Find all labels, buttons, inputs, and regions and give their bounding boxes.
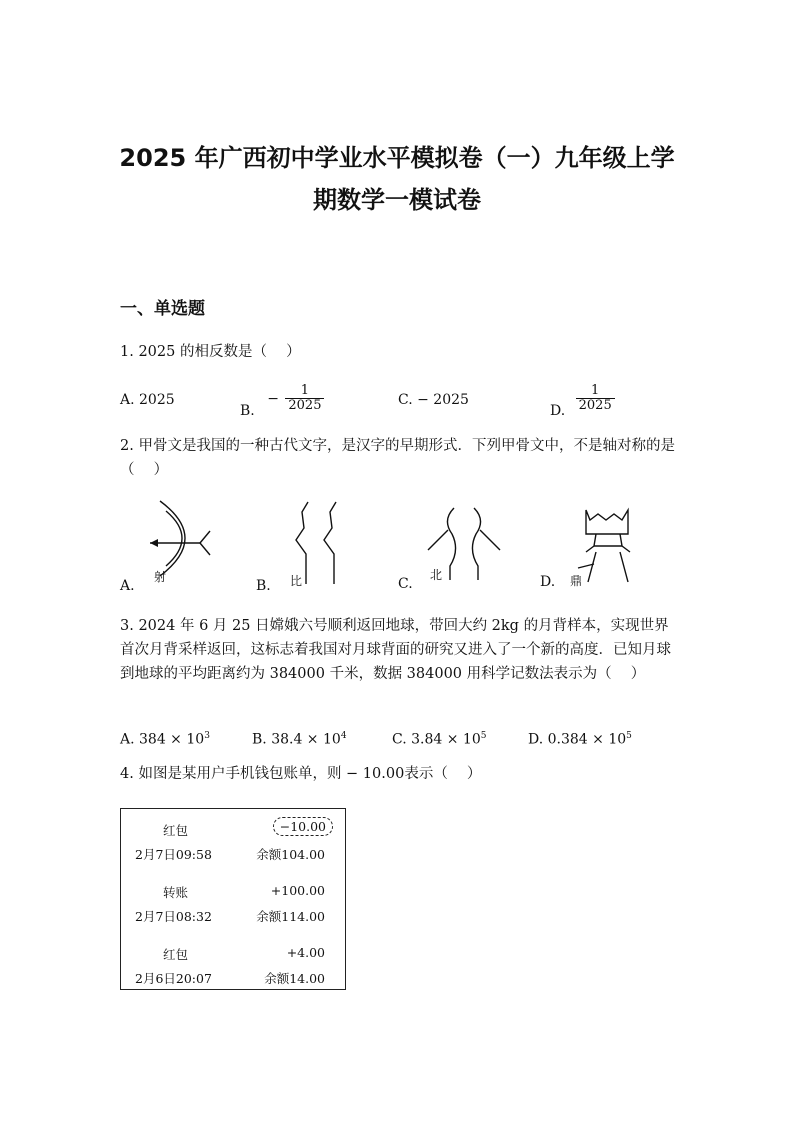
q2-option-b: B. <box>256 578 271 594</box>
q3-option-d <box>528 726 632 750</box>
bill-row-2-balance: 余额114.00 <box>256 909 325 924</box>
q1-option-b-sign: − <box>267 390 279 407</box>
q2-option-c: C. <box>398 576 413 592</box>
wallet-bill-figure <box>120 808 346 990</box>
page-title-line2: 期数学一模试卷 <box>313 186 481 214</box>
q3-option-a-text: A. 384 × 10 <box>120 731 205 748</box>
question-2-stem: 2. 甲骨文是我国的一种古代文字，是汉字的早期形式．下列甲骨文中，不是轴对称的是（ ） <box>120 438 675 478</box>
bill-row-1-balance: 余额104.00 <box>256 847 325 862</box>
q3-option-c-text: C. 3.84 × 10 <box>392 731 481 748</box>
oracle-char-she-figure <box>140 496 220 586</box>
q1-option-d-fraction <box>576 384 615 413</box>
question-4-stem: 4. 如图是某用户手机钱包账单，则 − 10.00表示（ ） <box>120 766 482 782</box>
q1-option-d-label: D. <box>550 402 566 419</box>
q1-option-b <box>240 383 324 419</box>
q1-option-a: A. 2025 <box>120 392 175 408</box>
q3-option-d-text: D. 0.384 × 10 <box>528 731 627 748</box>
q3-option-d-exp: 5 <box>626 731 632 741</box>
q1-option-b-label: B. <box>240 402 255 419</box>
q3-option-b <box>252 726 347 750</box>
q2-char-c: 北 <box>430 568 443 582</box>
bill-row-1-type: 红包 <box>163 823 189 838</box>
q1-option-b-numerator: 1 <box>300 383 310 398</box>
q2-option-d: D. <box>540 574 556 590</box>
q3-option-a <box>120 726 210 750</box>
q3-option-c-exp: 5 <box>480 731 487 741</box>
q2-char-b: 比 <box>290 574 303 588</box>
bill-row-3-balance: 余额14.00 <box>264 971 325 986</box>
q2-char-d: 鼎 <box>570 574 583 588</box>
bill-row-3-time: 2月6日20:07 <box>135 971 212 986</box>
page-title-line1: 2025 年广西初中学业水平模拟卷（一）九年级上学 <box>119 144 675 172</box>
bill-row-2-amount: +100.00 <box>270 883 325 898</box>
q3-option-a-exp: 3 <box>204 731 210 741</box>
bill-row-2-type: 转账 <box>163 885 189 900</box>
bill-row-1-time: 2月7日09:58 <box>135 847 212 862</box>
oracle-char-ding-figure <box>574 502 644 588</box>
bill-row-2-time: 2月7日08:32 <box>135 909 212 924</box>
q1-option-b-denominator: 2025 <box>285 398 324 413</box>
section-heading: 一、单选题 <box>120 299 205 319</box>
q3-option-b-text: B. 38.4 × 10 <box>252 731 341 748</box>
q2-option-a: A. <box>120 578 135 594</box>
q1-option-b-fraction <box>285 384 324 413</box>
question-1-stem: 1. 2025 的相反数是（ ） <box>120 344 301 360</box>
bill-row-1-amount <box>273 819 333 834</box>
q2-char-a: 射 <box>154 570 167 584</box>
bill-row-3-type: 红包 <box>163 947 189 962</box>
q1-option-d-denominator: 2025 <box>576 398 615 413</box>
q3-option-b-exp: 4 <box>340 731 347 741</box>
bill-row-3-amount: +4.00 <box>286 945 325 960</box>
q1-option-d <box>550 383 615 419</box>
q1-option-d-numerator: 1 <box>591 383 600 398</box>
bill-row-1-amount-circled: −10.00 <box>273 817 333 836</box>
question-3-stem: 3. 2024 年 6 月 25 日嫦娥六号顺利返回地球，带回大约 2kg 的月背样本，实现世界首次月背采样返回，这标志着我国对月球背面的研究又进入了一个新的高度．已知月球到地球的平均距离约为 384000 千米，数据 384000 用科学记数法表示为（ ） <box>120 618 671 682</box>
q1-option-c: C. − 2025 <box>398 392 469 408</box>
q3-option-c <box>392 726 486 750</box>
